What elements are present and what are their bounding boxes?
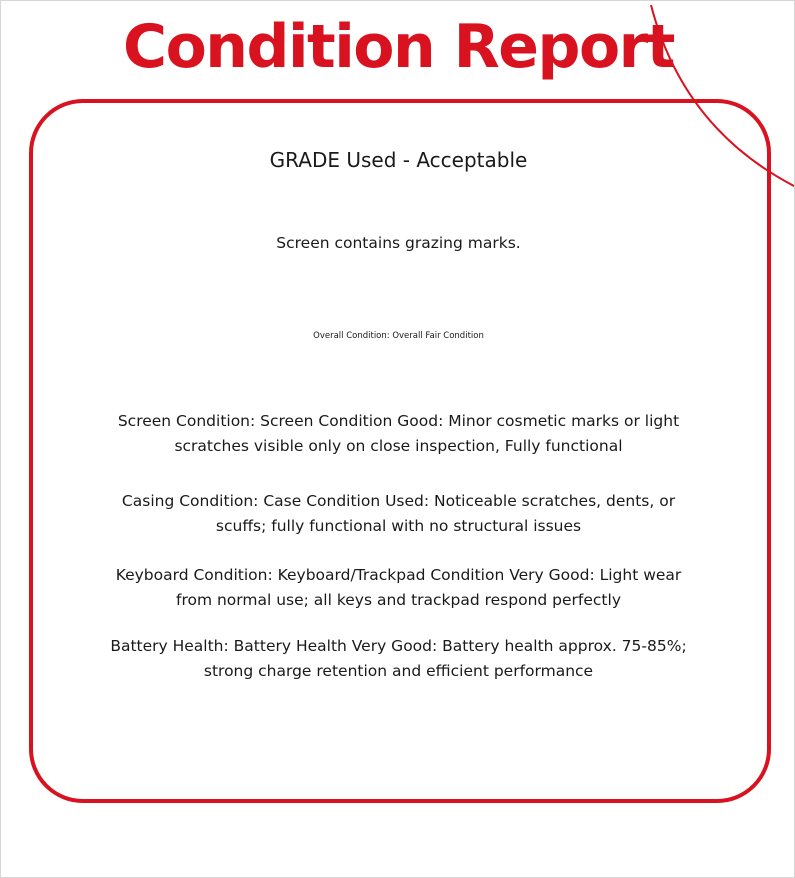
keyboard-condition: [61, 563, 736, 613]
screen-condition: [61, 409, 736, 459]
screen-condition-line-1: Screen Condition: Screen Condition Good: Minor cosmetic marks or light: [117, 412, 680, 430]
casing-condition-line-2: scuffs; fully functional with no structural issues: [215, 517, 582, 535]
page-title: Condition Report: [123, 12, 674, 82]
battery-health-line-1: Battery Health: Battery Health Very Good: Battery health approx. 75-85%;: [110, 637, 687, 655]
casing-condition-line-1: Casing Condition: Case Condition Used: Noticeable scratches, dents, or: [121, 492, 676, 510]
keyboard-condition-line-2: from normal use; all keys and trackpad respond perfectly: [175, 591, 621, 609]
battery-health-line-2: strong charge retention and efficient performance: [203, 662, 594, 680]
screen-condition-line-2: scratches visible only on close inspection, Fully functional: [174, 437, 623, 455]
keyboard-condition-line-1: Keyboard Condition: Keyboard/Trackpad Condition Very Good: Light wear: [115, 566, 682, 584]
grade-label: GRADE Used - Acceptable: [269, 148, 528, 172]
condition-note: Screen contains grazing marks.: [276, 234, 521, 252]
overall-condition: Overall Condition: Overall Fair Condition: [313, 331, 484, 341]
battery-health: [61, 634, 736, 684]
casing-condition: [61, 489, 736, 539]
